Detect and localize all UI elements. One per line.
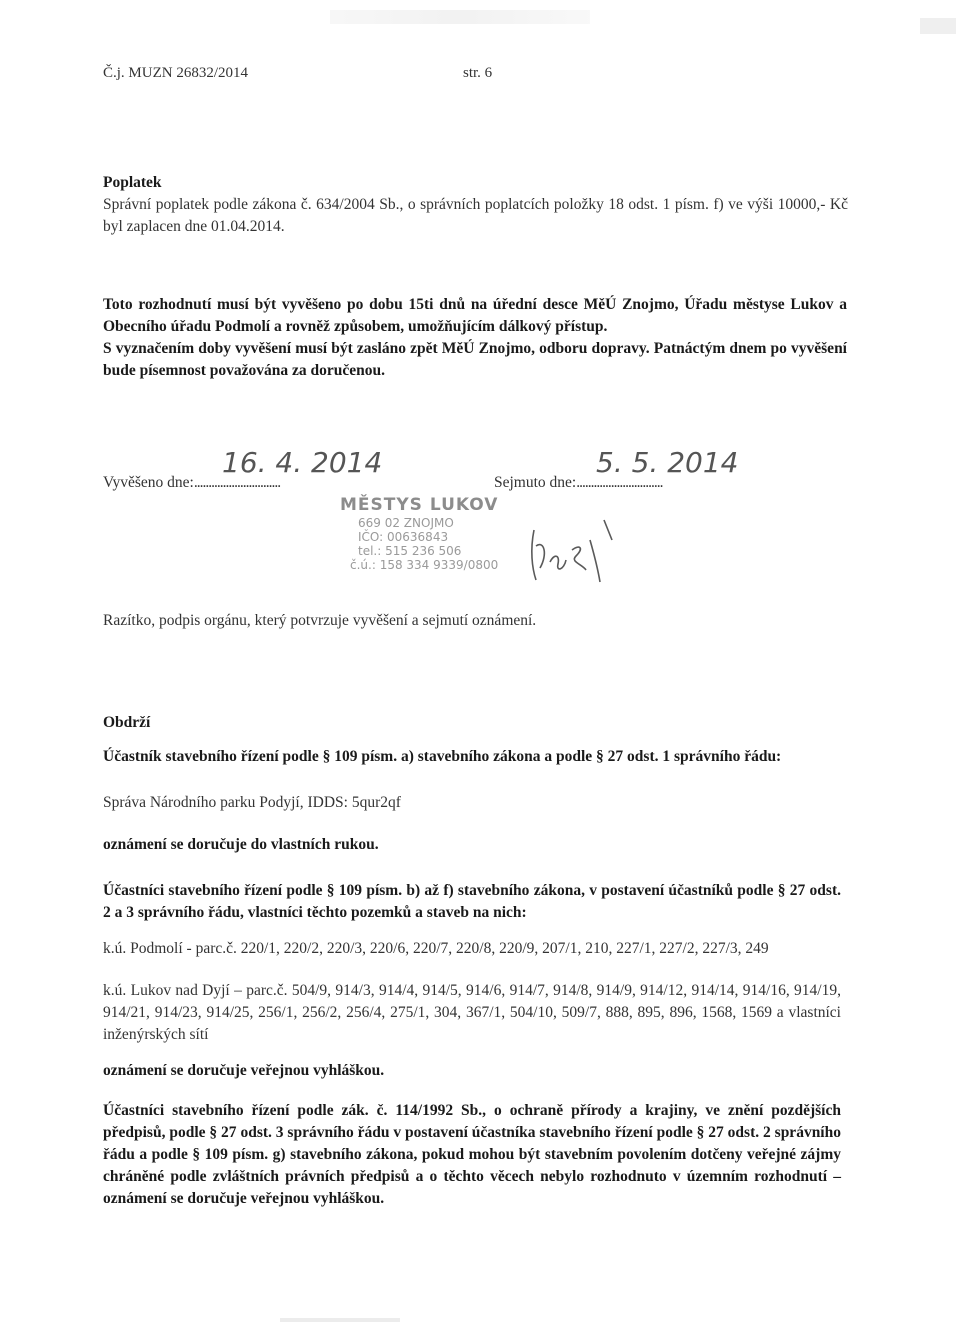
group2-title: Účastníci stavebního řízení podle § 109 písm. b) až f) stavebního zákona, v postavení účastníků podle § 27 odst. 2 a 3 správního řádu, vlastníci těchto pozemků a staveb na nich: (103, 882, 841, 921)
group3-text: Účastníci stavebního řízení podle zák. č. 114/1992 Sb., o ochraně přírody a krajiny, ve znění pozdějších předpisů, podle § 27 odst. 3 správního řádu v postavení účastníka stavebního řízení podle § 27 odst. 2 správního řádu a podle § 109 písm. g) stavebního zákona, pokud mohou být stavebním povolením dotčeny veřejné zájmy chráněné podle zvláštních právních předpisů a o těchto věcech nebylo rozhodnuto v územním rozhodnutí – oznámení se doručuje veřejnou vyhláškou. (103, 1102, 841, 1207)
stamp-title: MĚSTYS LUKOV (340, 495, 499, 515)
group2-delivery: oznámení se doručuje veřejnou vyhláškou. (103, 1062, 385, 1079)
poplatek-text: Správní poplatek podle zákona č. 634/2004 Sb., o správních poplatcích položky 18 odst. 1 písm. f) ve výši 10000,- Kč byl zaplacen dne 01.04.2014. (103, 196, 848, 235)
notice-paragraph-1: Toto rozhodnutí musí být vyvěšeno po dobu 15ti dnů na úřední desce MěÚ Znojmo, Úřadu městyse Lukov a Obecního úřadu Podmolí a rovněž způsobem, umožňujícím dálkový přístup. (103, 296, 847, 335)
stamp-phone: tel.: 515 236 506 (358, 544, 462, 558)
stamp-note: Razítko, podpis orgánu, který potvrzuje vyvěšení a sejmutí oznámení. (103, 612, 537, 629)
stamp-account: č.ú.: 158 334 9339/0800 (350, 558, 499, 572)
group1-title: Účastník stavebního řízení podle § 109 písm. a) stavebního zákona a podle § 27 odst. 1 správního řádu: (103, 748, 782, 765)
handwritten-signature (520, 510, 630, 590)
group2-body-lukov: k.ú. Lukov nad Dyjí – parc.č. 504/9, 914/3, 914/4, 914/5, 914/6, 914/7, 914/8, 914/9, 914/12, 914/14, 914/16, 914/19, 914/21, 914/23, 914/25, 256/1, 256/2, 256/4, 275/1, 304, 367/1, 504/10, 509/7, 888, 895, 896, 1568, 1569 a vlastníci inženýrských sítí (103, 982, 841, 1043)
page-number: str. 6 (463, 65, 493, 81)
stamp-address: 669 02 ZNOJMO (358, 516, 454, 530)
scan-artifact (280, 1318, 400, 1322)
poplatek-heading: Poplatek (103, 174, 162, 191)
removed-label: Sejmuto dne: (494, 474, 577, 491)
posted-date-handwritten: 16. 4. 2014 (222, 446, 383, 479)
document-header (103, 62, 493, 84)
reference-number: Č.j. MUZN 26832/2014 (103, 65, 249, 81)
group1-body: Správa Národního parku Podyjí, IDDS: 5qur2qf (103, 794, 401, 811)
group1-delivery: oznámení se doručuje do vlastních rukou. (103, 836, 379, 853)
removed-date-handwritten: 5. 5. 2014 (596, 446, 739, 479)
posted-label: Vyvěšeno dne: (103, 474, 194, 491)
obdrzi-heading: Obdrží (103, 714, 151, 731)
removed-dots: .............................. (576, 474, 663, 491)
stamp-ico: IČO: 00636843 (358, 530, 449, 544)
scan-artifact (920, 18, 956, 34)
posted-dots: .............................. (193, 474, 281, 491)
municipal-stamp (340, 494, 500, 572)
group2-body-podmoli: k.ú. Podmolí - parc.č. 220/1, 220/2, 220/3, 220/6, 220/7, 220/8, 220/9, 207/1, 210, 227/1, 227/2, 227/3, 249 (103, 940, 769, 957)
notice-paragraph-2: S vyznačením doby vyvěšení musí být zasláno zpět MěÚ Znojmo, odboru dopravy. Patnáctým dnem po vyvěšení bude písemnost považována za doručenou. (103, 340, 847, 379)
scan-artifact (330, 10, 590, 24)
